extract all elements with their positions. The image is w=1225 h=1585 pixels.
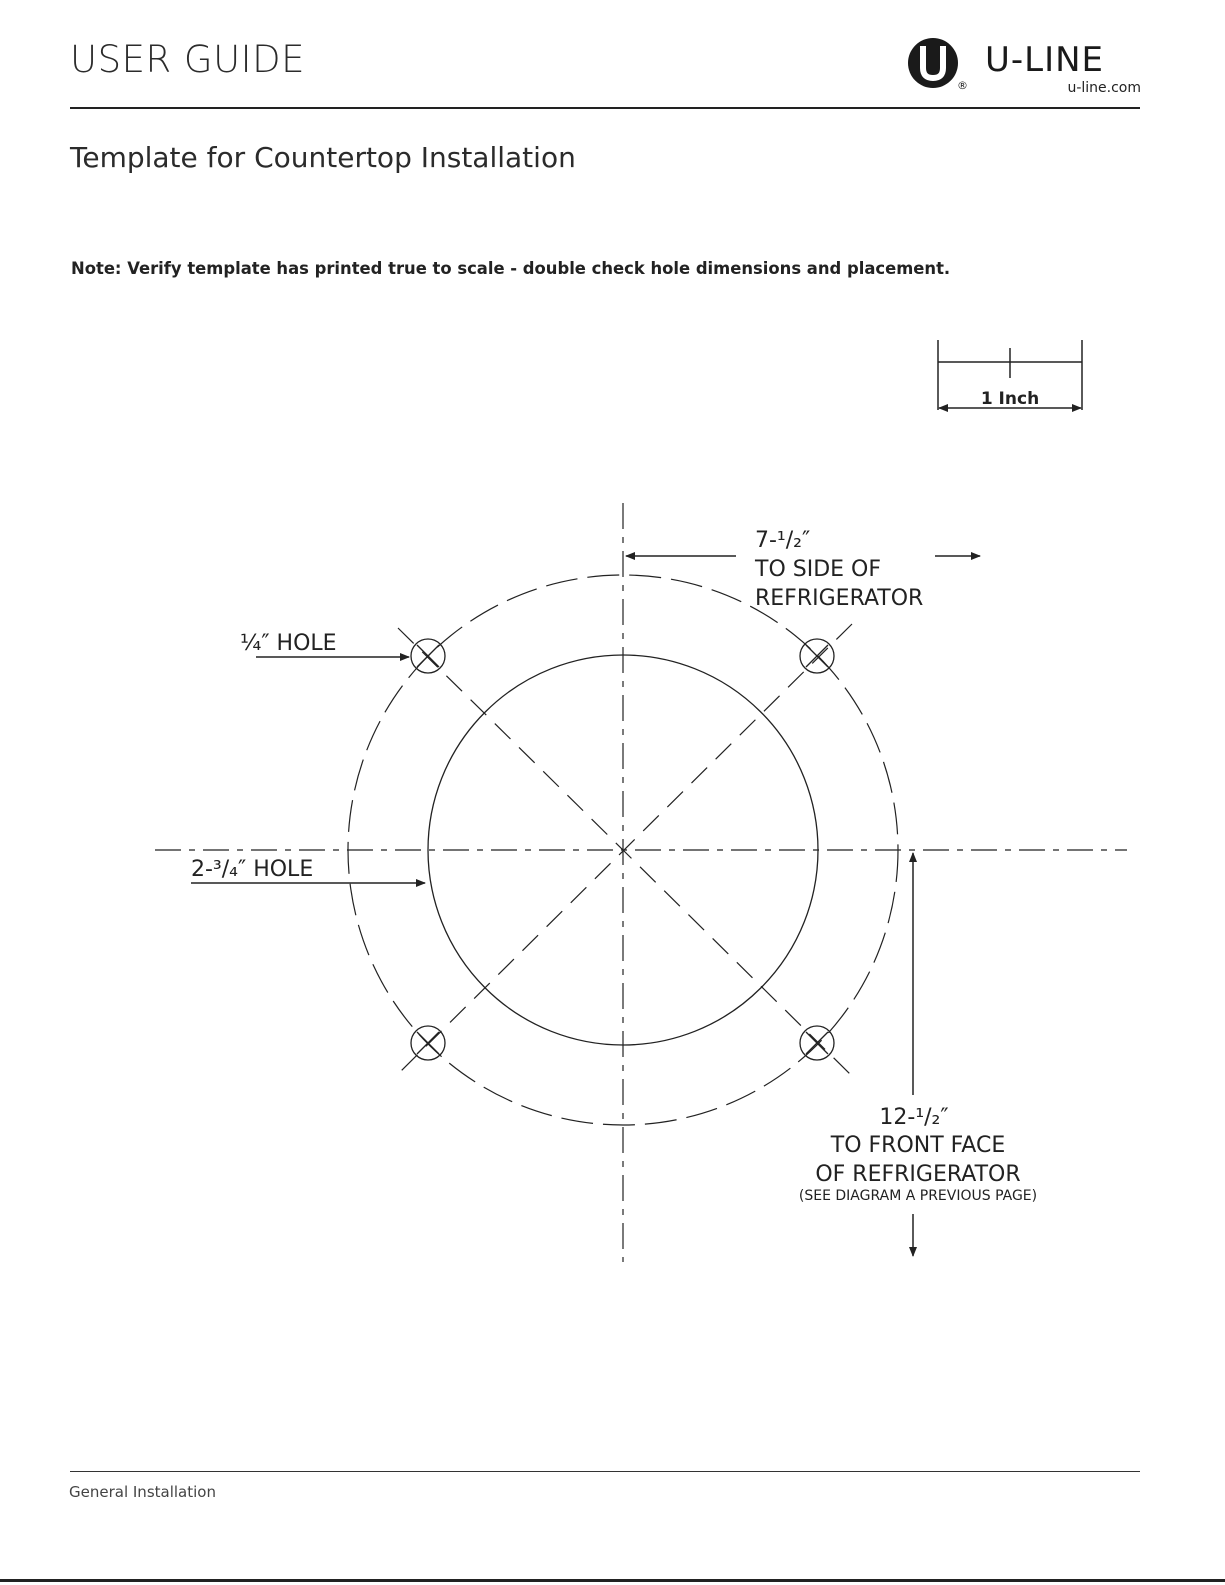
scale-bar-label: 1 Inch — [980, 389, 1040, 409]
side-dim-line1: TO SIDE OF — [755, 557, 882, 582]
registered-mark: ® — [957, 79, 968, 92]
scale-note: Note: Verify template has printed true to scale - double check hole dimensions and placement. — [71, 259, 951, 278]
front-dim-line2: OF REFRIGERATOR — [815, 1162, 1021, 1187]
side-dim-value: 7-¹/₂″ — [755, 528, 811, 553]
front-dim-note: (SEE DIAGRAM A PREVIOUS PAGE) — [798, 1188, 1038, 1204]
page-title: Template for Countertop Installation — [70, 141, 576, 174]
footer-section-label: General Installation — [69, 1483, 216, 1501]
front-dim-line1: TO FRONT FACE — [830, 1133, 1006, 1158]
mounting-hole-bottom-left — [411, 1026, 445, 1060]
small-hole-label: ¼″ HOLE — [240, 631, 337, 656]
page-bottom-edge — [0, 1579, 1225, 1582]
mounting-hole-bottom-right — [800, 1026, 834, 1060]
brand-wordmark: U-LINE — [985, 40, 1105, 80]
large-hole-label: 2-³/₄″ HOLE — [191, 857, 314, 882]
footer-divider — [70, 1471, 1140, 1472]
brand-url: u-line.com — [1067, 80, 1141, 96]
mounting-hole-top-left — [411, 639, 445, 673]
page-header-title: USER GUIDE — [70, 38, 305, 81]
mounting-hole-top-right — [800, 639, 834, 673]
front-dim-value: 12-¹/₂″ — [879, 1105, 949, 1130]
side-dim-line2: REFRIGERATOR — [755, 586, 924, 611]
